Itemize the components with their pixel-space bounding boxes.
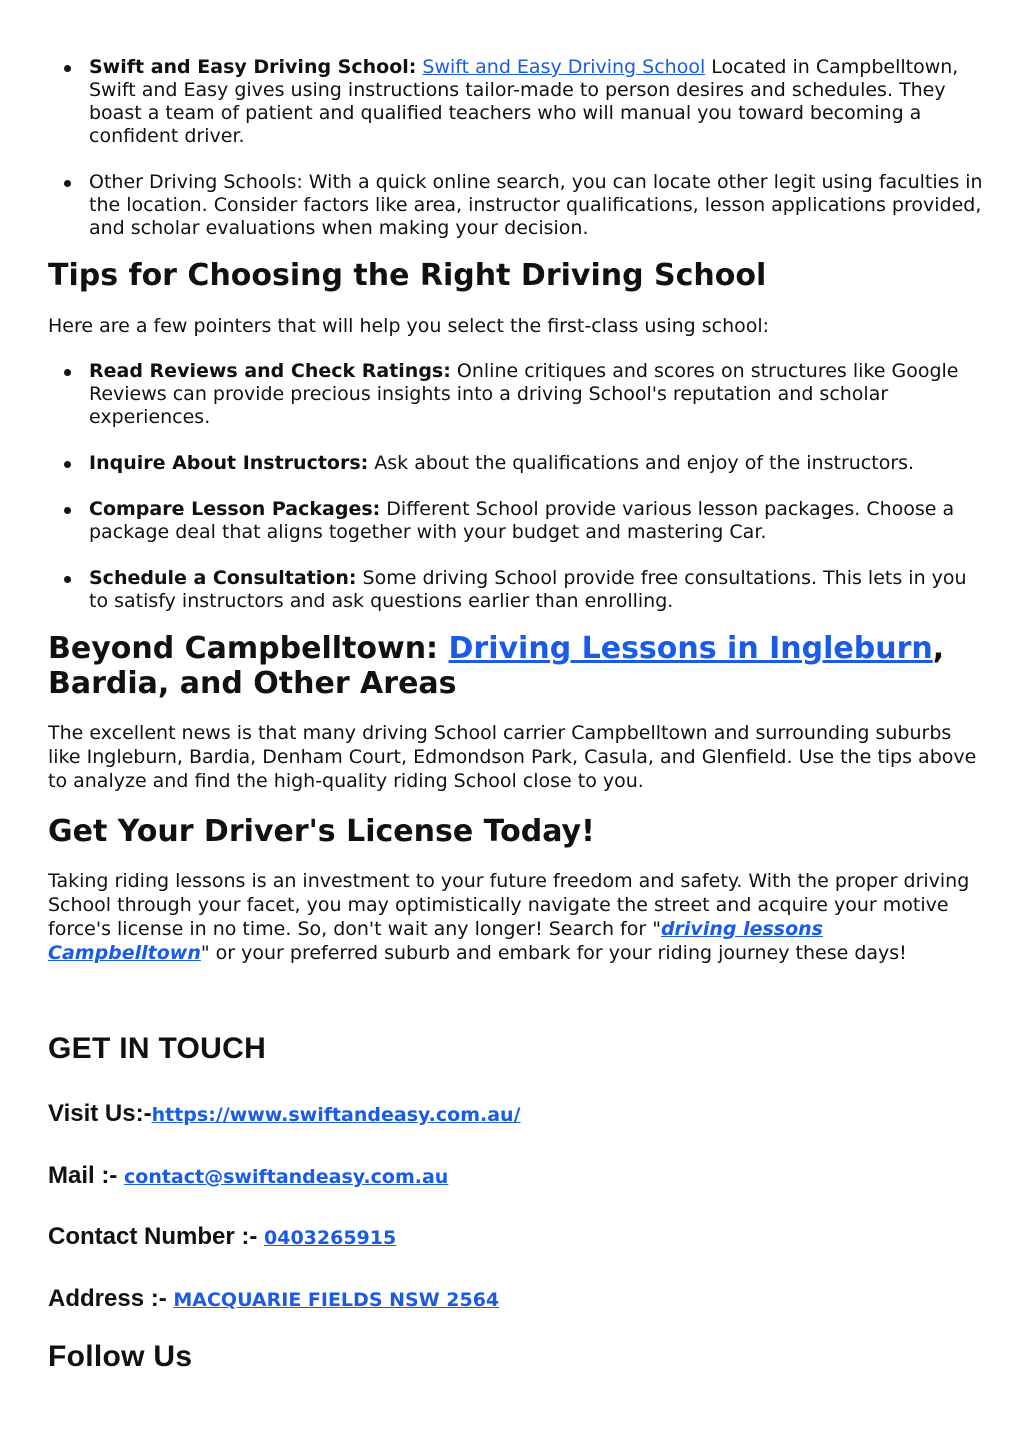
bullet-dot: [64, 507, 71, 514]
list-item: [48, 452, 984, 475]
bullet-dot: [64, 461, 71, 468]
list-item-text: Ask about the qualifications and enjoy of the instructors.: [368, 452, 915, 474]
get-in-touch-heading: GET IN TOUCH: [48, 1032, 267, 1065]
follow-us-heading: Follow Us: [48, 1340, 193, 1373]
visit-row: [48, 1100, 521, 1128]
list-item-text: Some driving School provide free consultations. This lets in you to satisfy instructors and ask questions earlier than enrolling.: [89, 567, 967, 612]
beyond-heading-prefix: Beyond Campbelltown:: [48, 631, 449, 666]
swift-easy-link[interactable]: Swift and Easy Driving School: [422, 56, 706, 78]
list-item-text: Different School provide various lesson packages. Choose a package deal that aligns together with your budget and mastering Car.: [89, 498, 955, 543]
beyond-heading: [48, 631, 988, 701]
list-item-text: Located in Campbelltown, Swift and Easy gives using instructions tailor-made to person desires and schedules. They boast a team of patient and qualified teachers who will manual you toward becoming a confident driver.: [89, 56, 959, 147]
address-label: Address :-: [48, 1285, 174, 1312]
ingleburn-lessons-link[interactable]: Driving Lessons in Ingleburn: [448, 631, 933, 666]
license-text-before: Taking riding lessons is an investment to your future freedom and safety. With the proper driving School through your facet, you may optimistically navigate the street and acquire your motive force's license in no time. So, don't wait any longer! Search for ": [48, 870, 970, 940]
phone-row: [48, 1223, 396, 1251]
beyond-paragraph: The excellent news is that many driving School carrier Campbelltown and surrounding suburbs like Ingleburn, Bardia, Denham Court, Edmondson Park, Casula, and Glenfield. Use the tips above to analyze and find the high-quality riding School close to you.: [48, 722, 977, 792]
tips-list: [48, 360, 984, 636]
bullet-dot: [64, 369, 71, 376]
license-text-after: " or your preferred suburb and embark for your riding journey these days!: [200, 942, 907, 964]
list-item-text: Online critiques and scores on structures like Google Reviews can provide precious insights into a driving School's reputation and scholar experiences.: [89, 360, 959, 428]
bullet-dot: [64, 576, 71, 583]
bullet-dot: [64, 180, 71, 187]
license-heading: Get Your Driver's License Today!: [48, 814, 595, 849]
website-link[interactable]: https://www.swiftandeasy.com.au/: [151, 1104, 521, 1126]
phone-link[interactable]: 0403265915: [264, 1227, 397, 1249]
list-item: [48, 56, 984, 148]
school-list: [48, 56, 984, 263]
address-row: [48, 1285, 499, 1313]
license-paragraph: [48, 869, 984, 965]
list-item-title: Compare Lesson Packages:: [89, 498, 381, 520]
list-item: [48, 498, 984, 544]
list-item-title: Inquire About Instructors:: [89, 452, 369, 474]
list-item: [48, 360, 984, 429]
beyond-heading-suffix: , Bardia, and Other Areas: [48, 631, 945, 701]
email-link[interactable]: contact@swiftandeasy.com.au: [124, 1166, 449, 1188]
list-item: [48, 567, 984, 613]
driving-lessons-campbelltown-link[interactable]: driving lessons Campbelltown: [48, 918, 823, 964]
phone-label: Contact Number :-: [48, 1223, 264, 1250]
tips-intro: Here are a few pointers that will help you select the first-class using school:: [48, 315, 770, 337]
bullet-dot: [64, 65, 71, 72]
visit-label: Visit Us:-: [48, 1100, 152, 1127]
list-item-title: Schedule a Consultation:: [89, 567, 357, 589]
list-item-title: Swift and Easy Driving School:: [89, 56, 417, 78]
list-item: [48, 171, 984, 240]
tips-heading: Tips for Choosing the Right Driving School: [48, 258, 767, 293]
mail-label: Mail :-: [48, 1162, 124, 1189]
list-item-text: Other Driving Schools: With a quick online search, you can locate other legit using faculties in the location. Consider factors like area, instructor qualifications, lesson applications provided, and scholar evaluations when making your decision.: [89, 171, 983, 239]
mail-row: [48, 1162, 448, 1190]
list-item-title: Read Reviews and Check Ratings:: [89, 360, 451, 382]
address-link[interactable]: MACQUARIE FIELDS NSW 2564: [173, 1289, 500, 1311]
